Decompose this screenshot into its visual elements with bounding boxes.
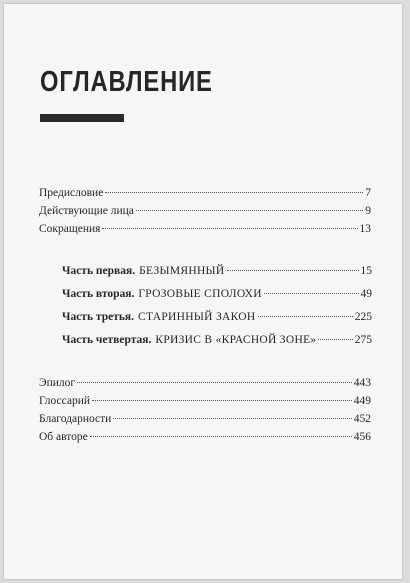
part-title: КРИЗИС В «КРАСНОЙ ЗОНЕ»	[155, 334, 317, 346]
toc-page-number: 49	[360, 288, 372, 300]
toc-page-number: 7	[365, 187, 371, 199]
toc-entry-label: Сокращения	[39, 223, 101, 235]
toc-part-entry	[62, 260, 372, 283]
toc-entry-label: Эпилог	[39, 377, 76, 389]
dot-leader	[113, 418, 351, 419]
dot-leader	[90, 436, 352, 437]
toc-entry	[39, 428, 371, 446]
toc-part-entry	[62, 306, 372, 329]
dot-leader	[258, 316, 353, 317]
toc-page-number: 456	[353, 431, 371, 443]
toc-back-matter	[39, 374, 371, 446]
toc-entry-label: Предисловие	[39, 187, 104, 199]
part-title: СТАРИННЫЙ ЗАКОН	[138, 311, 256, 323]
toc-entry	[39, 410, 371, 428]
toc-entry-label: Благодарности	[39, 413, 112, 425]
toc-front-matter	[39, 184, 371, 238]
toc-entry-label: Глоссарий	[39, 395, 91, 407]
book-page	[4, 4, 402, 579]
toc-page-number: 449	[353, 395, 371, 407]
toc-entry	[39, 374, 371, 392]
toc-entry	[39, 392, 371, 410]
toc-part-entry	[62, 283, 372, 306]
part-label: Часть вторая.	[62, 288, 135, 300]
toc-entry	[39, 202, 371, 220]
toc-entry	[39, 220, 371, 238]
part-label: Часть третья.	[62, 311, 135, 323]
toc-page-number: 275	[354, 334, 372, 346]
part-title: ГРОЗОВЫЕ СПОЛОХИ	[138, 288, 262, 300]
dot-leader	[264, 293, 359, 294]
toc-page-number: 9	[365, 205, 371, 217]
dot-leader	[77, 382, 352, 383]
toc-entry	[39, 184, 371, 202]
toc-entry-label: Действующие лица	[39, 205, 134, 217]
page-title: ОГЛАВЛЕНИЕ	[40, 66, 213, 98]
toc-parts	[62, 260, 372, 352]
dot-leader	[92, 400, 352, 401]
dot-leader	[227, 270, 359, 271]
toc-page-number: 452	[353, 413, 371, 425]
toc-page-number: 443	[353, 377, 371, 389]
toc-page-number: 225	[354, 311, 372, 323]
dot-leader	[102, 228, 357, 229]
dot-leader	[105, 192, 363, 193]
part-label: Часть первая.	[62, 265, 136, 277]
toc-part-entry	[62, 329, 372, 352]
part-title: БЕЗЫМЯННЫЙ	[139, 265, 225, 277]
part-label: Часть четвертая.	[62, 334, 152, 346]
toc-page-number: 15	[360, 265, 372, 277]
title-underline-bar	[40, 114, 124, 122]
toc-entry-label: Об авторе	[39, 431, 88, 443]
dot-leader	[318, 339, 352, 340]
toc-page-number: 13	[359, 223, 371, 235]
dot-leader	[136, 210, 363, 211]
